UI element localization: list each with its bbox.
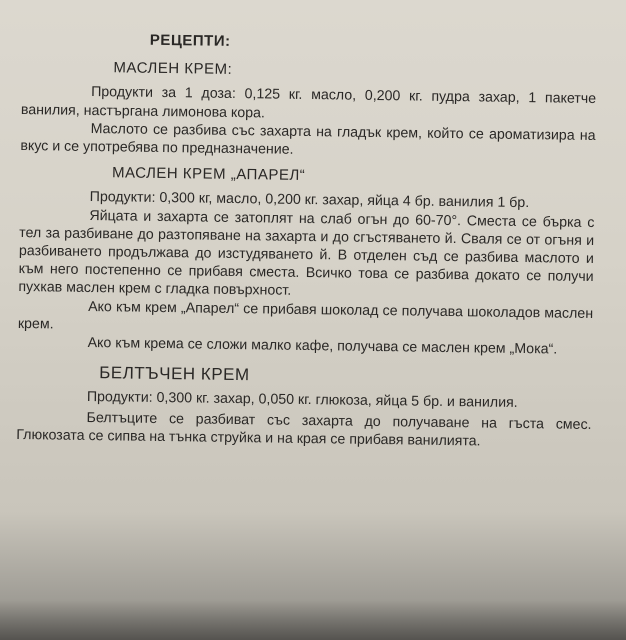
page-content (16, 30, 597, 452)
paragraph: Продукти за 1 доза: 0,125 кг. масло, 0,200 кг. пудра захар, 1 пакетче ванилия, настъргана лимонова кора. (20, 84, 597, 122)
section-heading-maslen-krem: МАСЛЕН КРЕМ: (113, 59, 233, 79)
paragraph: Продукти: 0,300 кг. захар, 0,050 кг. глюкоза, яйца 5 бр. и ванилия. (86, 389, 518, 412)
paragraph: Ако към крем „Апарел“ се прибавя шоколад се получава шоколадов маслен крем. (17, 298, 594, 333)
paragraph: Белтъците се разбиват със захарта до получаване на гъста смес. Глюкозата се сипва на тънка струйка и на края се прибавя ванилията. (16, 409, 592, 450)
section-heading-maslen-krem-aparel: МАСЛЕН КРЕМ „АПАРЕЛ“ (111, 164, 306, 185)
page-title: РЕЦЕПТИ: (149, 31, 231, 50)
paragraph: Продукти: 0,300 кг, масло, 0,200 кг. захар, яйца 4 бр. ванилия 1 бр. (89, 189, 530, 212)
paragraph: Ако към крема се сложи малко кафе, получава се маслен крем „Мока“. (87, 334, 558, 358)
section-heading-beltachen-krem: БЕЛТЪЧЕН КРЕМ (99, 363, 250, 385)
paragraph: Маслото се разбива със захарта на гладък крем, който се ароматизира на вкус и се употребява по предназначение. (20, 120, 596, 158)
paragraph: Яйцата и захарта се затоплят на слаб огън до 60-70°. Сместа се бърка с тел за разбиване до разтопяване на захарта и до сгъстяването й. Сваля се от огъня и разбиването продължава до изстудяването й. В отделен съд се разбива маслото и към него постепенно се прибавя сместа. Всичко това се разбива докато се получи пухкав маслен крем с гладка повърхност. (18, 207, 595, 300)
